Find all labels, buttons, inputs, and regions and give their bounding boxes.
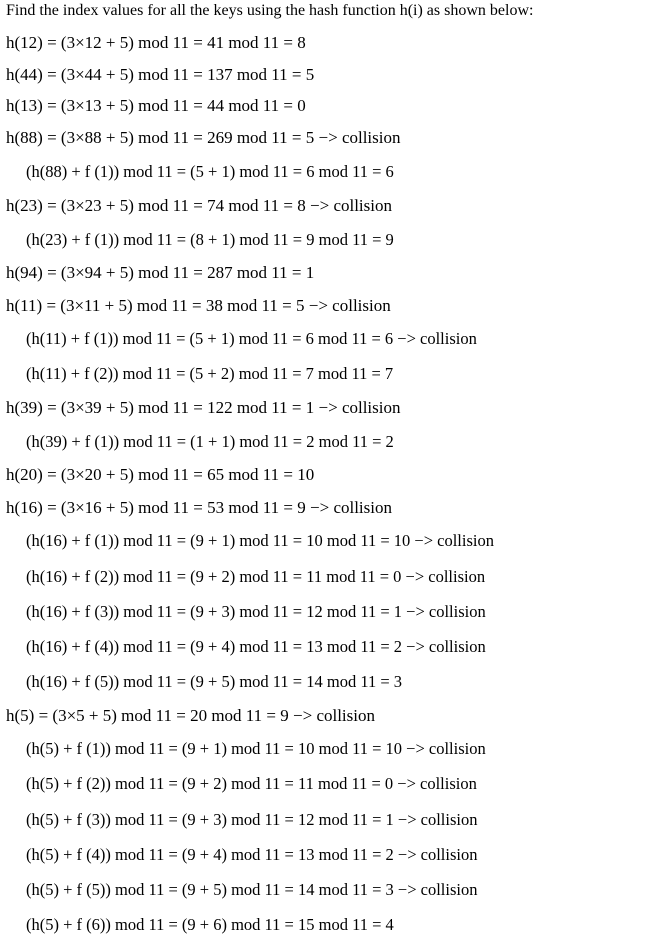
equation-line: (h(5) + f (4)) mod 11 = (9 + 4) mod 11 = 13 mod 11 = 2 −> collision: [26, 845, 478, 864]
equation-line: h(16) = (3×16 + 5) mod 11 = 53 mod 11 = 9 −> collision: [6, 498, 392, 517]
equation-line: (h(11) + f (2)) mod 11 = (5 + 2) mod 11 = 7 mod 11 = 7: [26, 364, 394, 383]
equation-line: h(20) = (3×20 + 5) mod 11 = 65 mod 11 = 10: [6, 465, 315, 484]
equation-line: (h(5) + f (3)) mod 11 = (9 + 3) mod 11 = 12 mod 11 = 1 −> collision: [26, 810, 478, 829]
equation-line: (h(16) + f (1)) mod 11 = (9 + 1) mod 11 = 10 mod 11 = 10 −> collision: [26, 531, 494, 550]
equation-line: h(23) = (3×23 + 5) mod 11 = 74 mod 11 = 8 −> collision: [6, 196, 392, 215]
equation-line: (h(39) + f (1)) mod 11 = (1 + 1) mod 11 = 2 mod 11 = 2: [26, 432, 394, 451]
equation-line: (h(16) + f (2)) mod 11 = (9 + 2) mod 11 = 11 mod 11 = 0 −> collision: [26, 567, 486, 586]
equation-line: h(39) = (3×39 + 5) mod 11 = 122 mod 11 = 1 −> collision: [6, 398, 401, 417]
equation-line: (h(16) + f (4)) mod 11 = (9 + 4) mod 11 = 13 mod 11 = 2 −> collision: [26, 637, 486, 656]
equation-line: (h(11) + f (1)) mod 11 = (5 + 1) mod 11 = 6 mod 11 = 6 −> collision: [26, 329, 477, 348]
equation-line: (h(16) + f (5)) mod 11 = (9 + 5) mod 11 = 14 mod 11 = 3: [26, 672, 403, 691]
equation-line: (h(5) + f (6)) mod 11 = (9 + 6) mod 11 = 15 mod 11 = 4: [26, 915, 394, 934]
equation-line: (h(16) + f (3)) mod 11 = (9 + 3) mod 11 = 12 mod 11 = 1 −> collision: [26, 602, 486, 621]
equation-line: (h(5) + f (2)) mod 11 = (9 + 2) mod 11 = 11 mod 11 = 0 −> collision: [26, 774, 477, 793]
equation-line: (h(23) + f (1)) mod 11 = (8 + 1) mod 11 = 9 mod 11 = 9: [26, 230, 394, 249]
equation-line: h(94) = (3×94 + 5) mod 11 = 287 mod 11 = 1: [6, 263, 315, 282]
equation-line: (h(5) + f (1)) mod 11 = (9 + 1) mod 11 = 10 mod 11 = 10 −> collision: [26, 739, 486, 758]
equation-line: h(88) = (3×88 + 5) mod 11 = 269 mod 11 = 5 −> collision: [6, 128, 401, 147]
equation-line: h(44) = (3×44 + 5) mod 11 = 137 mod 11 = 5: [6, 65, 315, 84]
equation-line: h(12) = (3×12 + 5) mod 11 = 41 mod 11 = 8: [6, 33, 306, 52]
problem-statement: Find the index values for all the keys using the hash function h(i) as shown below:: [6, 2, 534, 19]
equation-line: (h(5) + f (5)) mod 11 = (9 + 5) mod 11 = 14 mod 11 = 3 −> collision: [26, 880, 478, 899]
equation-line: h(5) = (3×5 + 5) mod 11 = 20 mod 11 = 9 −> collision: [6, 706, 375, 725]
equation-line: (h(88) + f (1)) mod 11 = (5 + 1) mod 11 = 6 mod 11 = 6: [26, 162, 394, 181]
equation-line: h(11) = (3×11 + 5) mod 11 = 38 mod 11 = 5 −> collision: [6, 296, 391, 315]
equation-line: h(13) = (3×13 + 5) mod 11 = 44 mod 11 = 0: [6, 96, 306, 115]
